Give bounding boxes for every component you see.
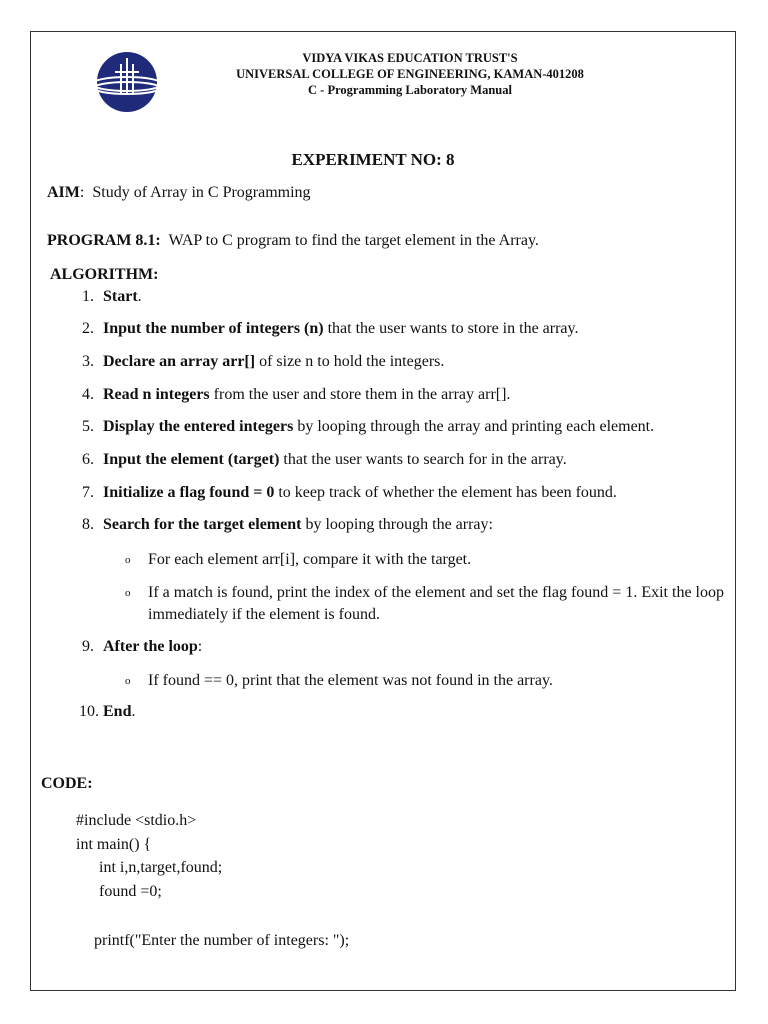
step-number: 8. bbox=[82, 516, 94, 533]
step-number: 3. bbox=[82, 353, 94, 370]
code-heading: CODE: bbox=[41, 775, 93, 792]
college-name: UNIVERSAL COLLEGE OF ENGINEERING, KAMAN-401208 bbox=[236, 67, 584, 81]
list-item: Search for the target element by looping through the array: bbox=[103, 516, 493, 533]
aim-line: AIM: Study of Array in C Programming bbox=[47, 184, 311, 201]
step-number: 2. bbox=[82, 320, 94, 337]
bullet-icon: o bbox=[125, 587, 131, 599]
code-line: printf("Enter the number of integers: "); bbox=[94, 932, 350, 949]
step-number: 6. bbox=[82, 451, 94, 468]
manual-title: C - Programming Laboratory Manual bbox=[308, 83, 512, 97]
sub-list-item: If found == 0, print that the element was not found in the array. bbox=[148, 672, 553, 689]
list-item: Display the entered integers by looping through the array and printing each element. bbox=[103, 418, 655, 435]
program-line bbox=[47, 232, 539, 250]
algorithm-heading: ALGORITHM: bbox=[50, 266, 159, 283]
code-line: int main() { bbox=[76, 836, 152, 853]
step-number: 10. bbox=[79, 703, 99, 720]
list-item: Initialize a flag found = 0 to keep track of whether the element has been found. bbox=[103, 484, 617, 501]
code-line: int i,n,target,found; bbox=[99, 859, 223, 876]
bullet-icon: o bbox=[125, 675, 131, 687]
aim-label: AIM bbox=[47, 184, 80, 201]
step-number: 4. bbox=[82, 386, 94, 403]
step-number: 7. bbox=[82, 484, 94, 501]
step-number: 5. bbox=[82, 418, 94, 435]
sub-list-item: For each element arr[i], compare it with the target. bbox=[148, 551, 472, 568]
program-text: WAP to C program to find the target element in the Array. bbox=[168, 232, 539, 249]
list-item: Declare an array arr[] of size n to hold the integers. bbox=[103, 353, 445, 370]
code-line: #include <stdio.h> bbox=[76, 812, 197, 829]
program-label: PROGRAM 8.1: bbox=[47, 232, 161, 249]
list-item: Input the number of integers (n) that the user wants to store in the array. bbox=[103, 320, 579, 337]
code-line: found =0; bbox=[99, 883, 162, 900]
step-number: 9. bbox=[82, 638, 94, 655]
list-item: After the loop: bbox=[103, 638, 203, 655]
list-item: Read n integers from the user and store them in the array arr[]. bbox=[103, 386, 511, 403]
bullet-icon: o bbox=[125, 554, 131, 566]
aim-text: Study of Array in C Programming bbox=[92, 184, 311, 201]
sub-list-item: If a match is found, print the index of the element and set the flag found = 1. Exit the loop immediately if the element is found. bbox=[148, 584, 724, 623]
list-item: End. bbox=[103, 703, 136, 720]
list-item: Start. bbox=[103, 288, 142, 305]
trust-name: VIDYA VIKAS EDUCATION TRUST'S bbox=[302, 51, 518, 65]
list-item: Input the element (target) that the user wants to search for in the array. bbox=[103, 451, 567, 468]
step-number: 1. bbox=[82, 288, 94, 305]
experiment-title: EXPERIMENT NO: 8 bbox=[291, 150, 455, 169]
